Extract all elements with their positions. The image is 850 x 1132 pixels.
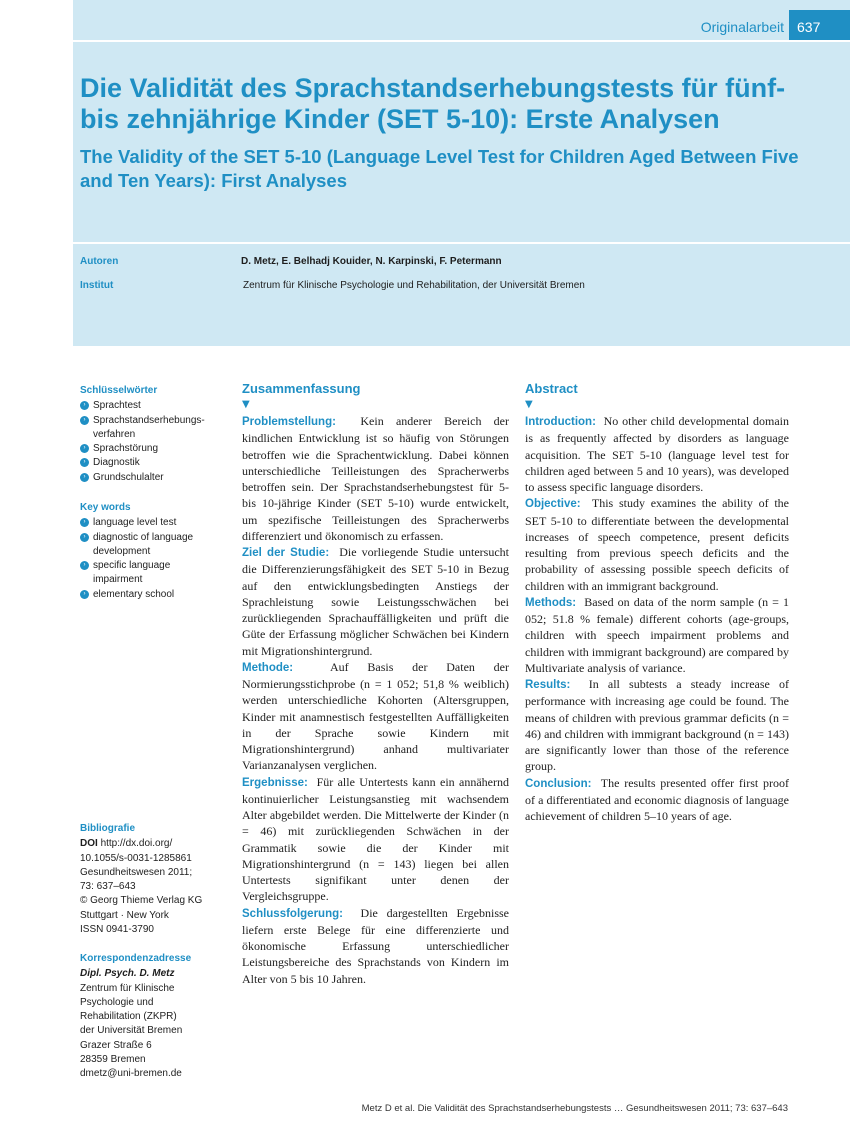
bullet-icon: › bbox=[80, 444, 89, 453]
title-english: The Validity of the SET 5-10 (Language Level Test for Children Aged Between Five and Ten Years): First Analyses bbox=[80, 146, 799, 191]
abstract-paragraph: Ziel der Studie: Die vorliegende Studie untersucht die Differenzierungsfähigkeit des SET 5-10 in Bezug auf den entwicklungsbedingten Anstiegs der Sprachleistung sowie Leistungsschwächen bei zurückliegenden Sprachauffälligkeiten und prüft die Güte der Erfassung möglicher Schwächen bei Kindern mit Migrationshintergrund. bbox=[242, 545, 510, 658]
authors-label: Autoren bbox=[80, 256, 119, 267]
abstract-paragraph: Objective: This study examines the ability of the SET 5-10 to differentiate between the developmental increases of speech competence, present deficits resulting from previous speech deficits and the probability of assessing possible speech deficits of children with an immigrant background. bbox=[525, 496, 789, 593]
section-label: Originalarbeit bbox=[700, 19, 784, 35]
bibliography-line: Stuttgart · New York bbox=[80, 909, 169, 921]
title-german: Die Validität des Sprachstandserhebungstests für fünf- bis zehnjährige Kinder (SET 5-10): Erste Analysen bbox=[80, 73, 786, 134]
keyword-item: › Diagnostik bbox=[80, 456, 220, 470]
doi-label: DOI bbox=[80, 838, 98, 850]
doi-link[interactable]: http://dx.doi.org/ bbox=[100, 838, 173, 850]
address-line: der Universität Bremen bbox=[80, 1025, 183, 1037]
abstract-paragraph: Problemstellung: Kein anderer Bereich der kindlichen Entwicklung ist so häufig von Störungen betroffen wie die Sprachentwicklung. Dabei können unterschiedliche Teilleistungen des Spracherwerbs betroffen sein. Der Sprachstandserhebungstest für 5- bis 10-jährige Kinder (SET 5-10) wurde entwickelt, um spezifische Teilleistungen des Spracherwerbs differenziert und ökonomisch zu erfassen. bbox=[242, 414, 509, 543]
bullet-icon: › bbox=[80, 458, 89, 467]
keywords-english-title: Key words bbox=[80, 502, 131, 513]
header-divider bbox=[73, 242, 850, 244]
keywords-english bbox=[80, 501, 220, 602]
keyword-item: › specific language impairment bbox=[80, 559, 220, 588]
correspondence-title: Korrespondenzadresse bbox=[80, 953, 192, 964]
keywords-german-title: Schlüsselwörter bbox=[80, 385, 158, 396]
abstract-paragraph: Schlussfolgerung: Die dargestellten Ergebnisse liefern erste Belege für eine differenzierte und ökonomische Erfassung unterschiedlicher Leistungsbereiche des Sprachstands von Kindern im Alter von 5 bis 10 Jahren. bbox=[242, 905, 509, 986]
email-link[interactable]: dmetz@uni-bremen.de bbox=[80, 1068, 182, 1080]
abstract-paragraph: Conclusion: The results presented offer first proof of a differentiated and economic diagnosis of language achievement of children 5–10 years of age. bbox=[525, 775, 789, 823]
keyword-item: › elementary school bbox=[80, 588, 220, 602]
header-divider bbox=[73, 40, 850, 42]
abstract-paragraph: Methode: Auf Basis der Daten der Normierungsstichprobe (n = 1 052; 51,8 % weiblich) werden unterschiedliche Kohorten (Altersgruppen, Kinder mit anamnestisch festgestellten Auffälligkeiten in der Sprache sowie Kindern mit Migrationshintergrund) anhand multivariater Varianzanalysen verglichen. bbox=[242, 659, 509, 773]
bibliography bbox=[80, 822, 220, 937]
keyword-item: › Sprachtest bbox=[80, 399, 220, 413]
abstract-german bbox=[242, 381, 509, 987]
address-line: 28359 Bremen bbox=[80, 1054, 146, 1066]
abstract-english bbox=[525, 381, 789, 824]
authors: D. Metz, E. Belhadj Kouider, N. Karpinski, F. Petermann bbox=[241, 256, 502, 267]
keywords-german bbox=[80, 384, 220, 485]
bullet-icon: › bbox=[80, 401, 89, 410]
bibliography-line: Gesundheitswesen 2011; bbox=[80, 866, 193, 878]
bibliography-line[interactable]: 10.1055/s-0031-1285861 bbox=[80, 852, 192, 864]
bibliography-line: ISSN 0941-3790 bbox=[80, 924, 154, 936]
address-line: Zentrum für Klinische bbox=[80, 982, 175, 994]
triangle-marker-icon: ▼ bbox=[242, 399, 250, 410]
address-line: Rehabilitation (ZKPR) bbox=[80, 1011, 177, 1023]
abstract-paragraph: Introduction: No other child developmental domain is as frequently affected by disorders as language acquisition. The SET 5-10 (language level test for children aged between 5 and 10 years), was developed to assess specific language disorders. bbox=[525, 414, 790, 494]
abstract-paragraph: Results: In all subtests a steady increase of performance with increasing age could be found. The means of children with previous grammar deficits (n = 46) and children with immigrant background (n = 143) are significantly lower than those of the reference group. bbox=[525, 677, 790, 774]
keyword-item: › Grundschulalter bbox=[80, 471, 220, 485]
bullet-icon: › bbox=[80, 416, 89, 425]
keyword-item: › diagnostic of language development bbox=[80, 531, 220, 560]
institute: Zentrum für Klinische Psychologie und Rehabilitation, der Universität Bremen bbox=[243, 280, 585, 291]
bullet-icon: › bbox=[80, 533, 89, 542]
correspondence-name: Dipl. Psych. D. Metz bbox=[80, 968, 175, 980]
correspondence bbox=[80, 952, 220, 1082]
address-line: Psychologie und bbox=[80, 996, 154, 1008]
bullet-icon: › bbox=[80, 590, 89, 599]
page-number: 637 bbox=[789, 10, 850, 40]
bullet-icon: › bbox=[80, 518, 89, 527]
keyword-item: › language level test bbox=[80, 516, 220, 530]
address-line: Grazer Straße 6 bbox=[80, 1039, 152, 1051]
page-footer-citation: Metz D et al. Die Validität des Sprachstandserhebungstests … Gesundheitswesen 2011; 73: 637–643 bbox=[361, 1103, 788, 1114]
bullet-icon: › bbox=[80, 561, 89, 570]
bibliography-line: 73: 637–643 bbox=[80, 881, 136, 893]
abstract-paragraph: Methods: Based on data of the norm sample (n = 1 052; 51.8 % female) different cohorts (age-groups, children with speech impairment problems and children with immigrant background) are compared by Multivariate analysis of variance. bbox=[525, 594, 789, 675]
institute-label: Institut bbox=[80, 280, 114, 291]
abstract-paragraph: Ergebnisse: Für alle Untertests kann ein annähernd kontinuierlicher Leistungsanstieg mit wachsendem Alter abgebildet werden. Die Mittelwerte der Kinder (n = 46) mit zurückliegenden Schwächen in der Grammatik sowie die der Kinder mit Migrationshintergrund (n = 143) liegen bei allen Untertests signifikant unter denen der Vergleichsgruppe. bbox=[242, 774, 510, 904]
bullet-icon: › bbox=[80, 473, 89, 482]
keyword-item: › Sprachstandserhebungs-verfahren bbox=[80, 414, 220, 443]
abstract-english-title: Abstract bbox=[525, 381, 578, 396]
triangle-marker-icon: ▼ bbox=[525, 399, 533, 410]
keyword-item: › Sprachstörung bbox=[80, 442, 220, 456]
bibliography-title: Bibliografie bbox=[80, 823, 136, 834]
abstract-german-title: Zusammenfassung bbox=[242, 381, 361, 396]
bibliography-line: © Georg Thieme Verlag KG bbox=[80, 895, 203, 907]
